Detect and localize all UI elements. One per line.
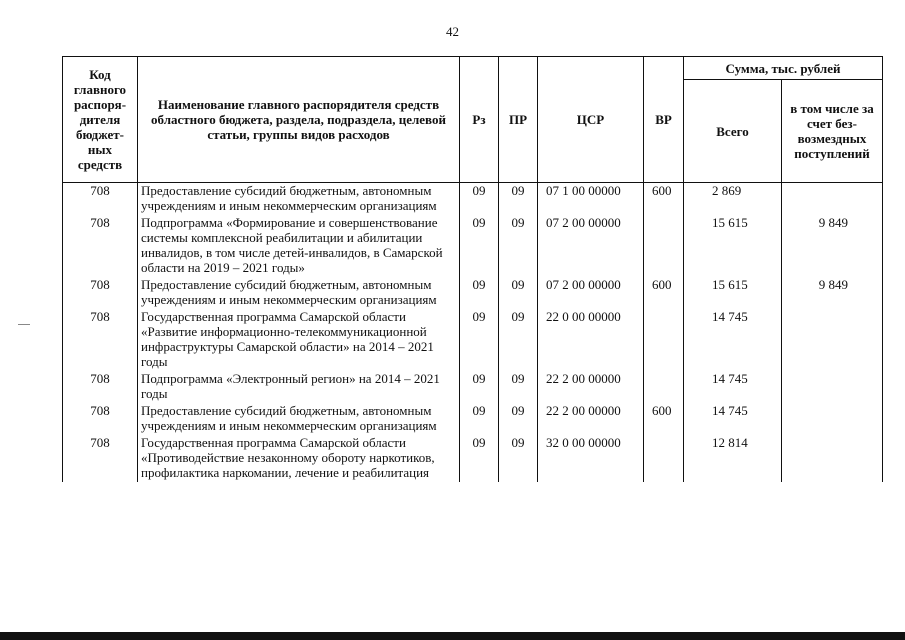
header-free: в том числе за счет без-возмездных поступлений (782, 80, 883, 183)
cell-code: 708 (63, 403, 138, 435)
table-row (63, 215, 883, 277)
cell-total: 14 745 (684, 371, 782, 403)
header-rz: Рз (460, 57, 499, 183)
cell-rz: 09 (460, 215, 499, 277)
cell-pr: 09 (499, 215, 538, 277)
cell-free: 9 849 (782, 215, 883, 277)
cell-vr: 600 (644, 277, 684, 309)
cell-vr (644, 309, 684, 371)
table-row (63, 183, 883, 216)
cell-pr: 09 (499, 309, 538, 371)
cell-free: 9 849 (782, 277, 883, 309)
header-total: Всего (684, 80, 782, 183)
cell-rz: 09 (460, 277, 499, 309)
cell-pr: 09 (499, 371, 538, 403)
cell-pr: 09 (499, 183, 538, 216)
table-header (63, 57, 883, 183)
page-number: 42 (446, 24, 459, 39)
cell-name: Государственная программа Самарской области «Противодействие незаконному обороту наркотиков, профилактика наркомании, лечение и реабилитация (138, 435, 460, 482)
cell-csr: 07 2 00 00000 (538, 215, 644, 277)
cell-csr: 07 2 00 00000 (538, 277, 644, 309)
cell-vr: 600 (644, 403, 684, 435)
cell-csr: 32 0 00 00000 (538, 435, 644, 482)
cell-free (782, 309, 883, 371)
cell-free (782, 183, 883, 216)
table-row (63, 309, 883, 371)
table-row (63, 277, 883, 309)
cell-vr (644, 371, 684, 403)
cell-vr (644, 435, 684, 482)
cell-total: 14 745 (684, 403, 782, 435)
table-row (63, 403, 883, 435)
cell-rz: 09 (460, 183, 499, 216)
header-pr: ПР (499, 57, 538, 183)
header-code: Код главного распоря-дителя бюджет-ных средств (63, 57, 138, 183)
cell-name: Предоставление субсидий бюджетным, автономным учреждениям и иным некоммерческим организациям (138, 277, 460, 309)
header-sum: Сумма, тыс. рублей (684, 57, 883, 80)
cell-pr: 09 (499, 403, 538, 435)
header-name: Наименование главного распорядителя средств областного бюджета, раздела, подраздела, целевой статьи, группы видов расходов (138, 57, 460, 183)
cell-rz: 09 (460, 309, 499, 371)
cell-pr: 09 (499, 435, 538, 482)
cell-code: 708 (63, 183, 138, 216)
cell-total: 14 745 (684, 309, 782, 371)
cell-free (782, 371, 883, 403)
cell-rz: 09 (460, 435, 499, 482)
cell-name: Государственная программа Самарской области «Развитие информационно-телекоммуникационной инфраструктуры Самарской области» на 2014 – 2021 годы (138, 309, 460, 371)
cell-code: 708 (63, 277, 138, 309)
header-vr: ВР (644, 57, 684, 183)
cell-free (782, 403, 883, 435)
budget-table (62, 56, 883, 482)
cell-rz: 09 (460, 371, 499, 403)
cell-total: 15 615 (684, 215, 782, 277)
cell-free (782, 435, 883, 482)
page-bottom-edge (0, 632, 905, 640)
margin-mark (18, 324, 30, 325)
cell-csr: 07 1 00 00000 (538, 183, 644, 216)
cell-code: 708 (63, 309, 138, 371)
cell-rz: 09 (460, 403, 499, 435)
cell-name: Предоставление субсидий бюджетным, автономным учреждениям и иным некоммерческим организациям (138, 183, 460, 216)
cell-vr (644, 215, 684, 277)
cell-vr: 600 (644, 183, 684, 216)
cell-name: Предоставление субсидий бюджетным, автономным учреждениям и иным некоммерческим организациям (138, 403, 460, 435)
cell-csr: 22 2 00 00000 (538, 403, 644, 435)
cell-name: Подпрограмма «Электронный регион» на 2014 – 2021 годы (138, 371, 460, 403)
cell-csr: 22 2 00 00000 (538, 371, 644, 403)
table-row (63, 435, 883, 482)
cell-code: 708 (63, 371, 138, 403)
cell-name: Подпрограмма «Формирование и совершенствование системы комплексной реабилитации и абилитации инвалидов, в том числе детей-инвалидов, в Самарской области на 2019 – 2021 годы» (138, 215, 460, 277)
cell-total: 2 869 (684, 183, 782, 216)
table-body (63, 183, 883, 483)
cell-code: 708 (63, 435, 138, 482)
header-csr: ЦСР (538, 57, 644, 183)
cell-code: 708 (63, 215, 138, 277)
cell-csr: 22 0 00 00000 (538, 309, 644, 371)
cell-total: 15 615 (684, 277, 782, 309)
table-row (63, 371, 883, 403)
cell-pr: 09 (499, 277, 538, 309)
cell-total: 12 814 (684, 435, 782, 482)
